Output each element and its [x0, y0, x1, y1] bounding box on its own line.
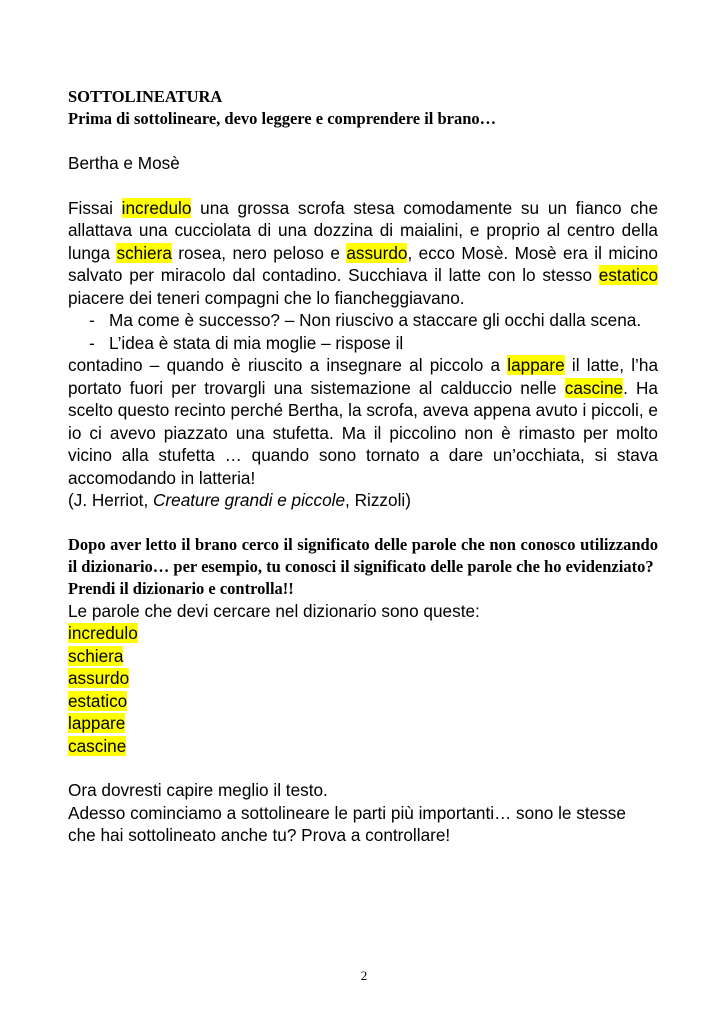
- word-item-assurdo: assurdo: [68, 668, 130, 688]
- word-list: [68, 622, 658, 757]
- document-page: [68, 86, 658, 847]
- words-intro: Le parole che devi cercare nel dizionario sono queste:: [68, 600, 480, 621]
- section-subtitle: Prima di sottolineare, devo leggere e comprendere il brano…: [68, 109, 497, 128]
- instructions-callout: Prendi il dizionario e controlla!!: [68, 578, 294, 598]
- book-title: Creature grandi e piccole: [153, 490, 346, 510]
- highlight-cascine: cascine: [564, 377, 624, 398]
- section-title: SOTTOLINEATURA: [68, 87, 223, 106]
- story-citation: (J. Herriot, Creature grandi e piccole, Rizzoli): [68, 490, 411, 510]
- dialogue-line-1: - Ma come è successo? – Non riuscivo a staccare gli occhi dalla scena.: [89, 310, 642, 330]
- highlight-assurdo: assurdo: [346, 242, 408, 263]
- story-paragraph-2: contadino – quando è riuscito a insegnare al piccolo a lappare il latte, l’ha portato fuori per trovargli una sistemazione al calduccio nelle cascine. Ha scelto questo recinto perché Bertha, la scrofa, aveva appena avuto i piccoli, e io ci avevo piazzato una stufetta. Ma il piccolino non è rimasto per molto vicino alla stufetta … quando sono tornato a dare un’occhiata, si stava accomodando in latteria!: [68, 355, 658, 488]
- dialogue-line-2: - L’idea è stata di mia moglie – rispose il: [89, 332, 404, 353]
- word-item-schiera: schiera: [68, 645, 124, 666]
- highlight-estatico: estatico: [598, 265, 658, 285]
- highlight-schiera: schiera: [116, 242, 172, 263]
- closing-line-2: Adesso cominciamo a sottolineare le parti più importanti… sono le stesse che hai sottolineato anche tu? Prova a controllare!: [68, 802, 626, 845]
- highlight-lappare: lappare: [507, 355, 565, 375]
- story-title: Bertha e Mosè: [68, 153, 180, 173]
- word-item-cascine: cascine: [68, 735, 127, 756]
- instructions-paragraph: Dopo aver letto il brano cerco il significato delle parole che non conosco utilizzando il dizionario… per esempio, tu conosci il significato delle parole che ho evidenziato?: [68, 534, 658, 576]
- closing-line-1: Ora dovresti capire meglio il testo.: [68, 780, 328, 800]
- story-paragraph-1: Fissai incredulo una grossa scrofa stesa comodamente su un fianco che allattava una cucciolata di una dozzina di maialini, e proprio al centro della lunga schiera rosea, nero peloso e assurdo, ecco Mosè. Mosè era il micino salvato per miracolo dal contadino. Succhiava il latte con lo stesso estatico piacere dei teneri compagni che lo fiancheggiavano.: [68, 197, 658, 308]
- word-item-estatico: estatico: [68, 690, 128, 711]
- page-number: 2: [360, 968, 368, 983]
- highlight-incredulo: incredulo: [121, 197, 192, 218]
- word-item-lappare: lappare: [68, 713, 126, 733]
- word-item-incredulo: incredulo: [68, 623, 138, 643]
